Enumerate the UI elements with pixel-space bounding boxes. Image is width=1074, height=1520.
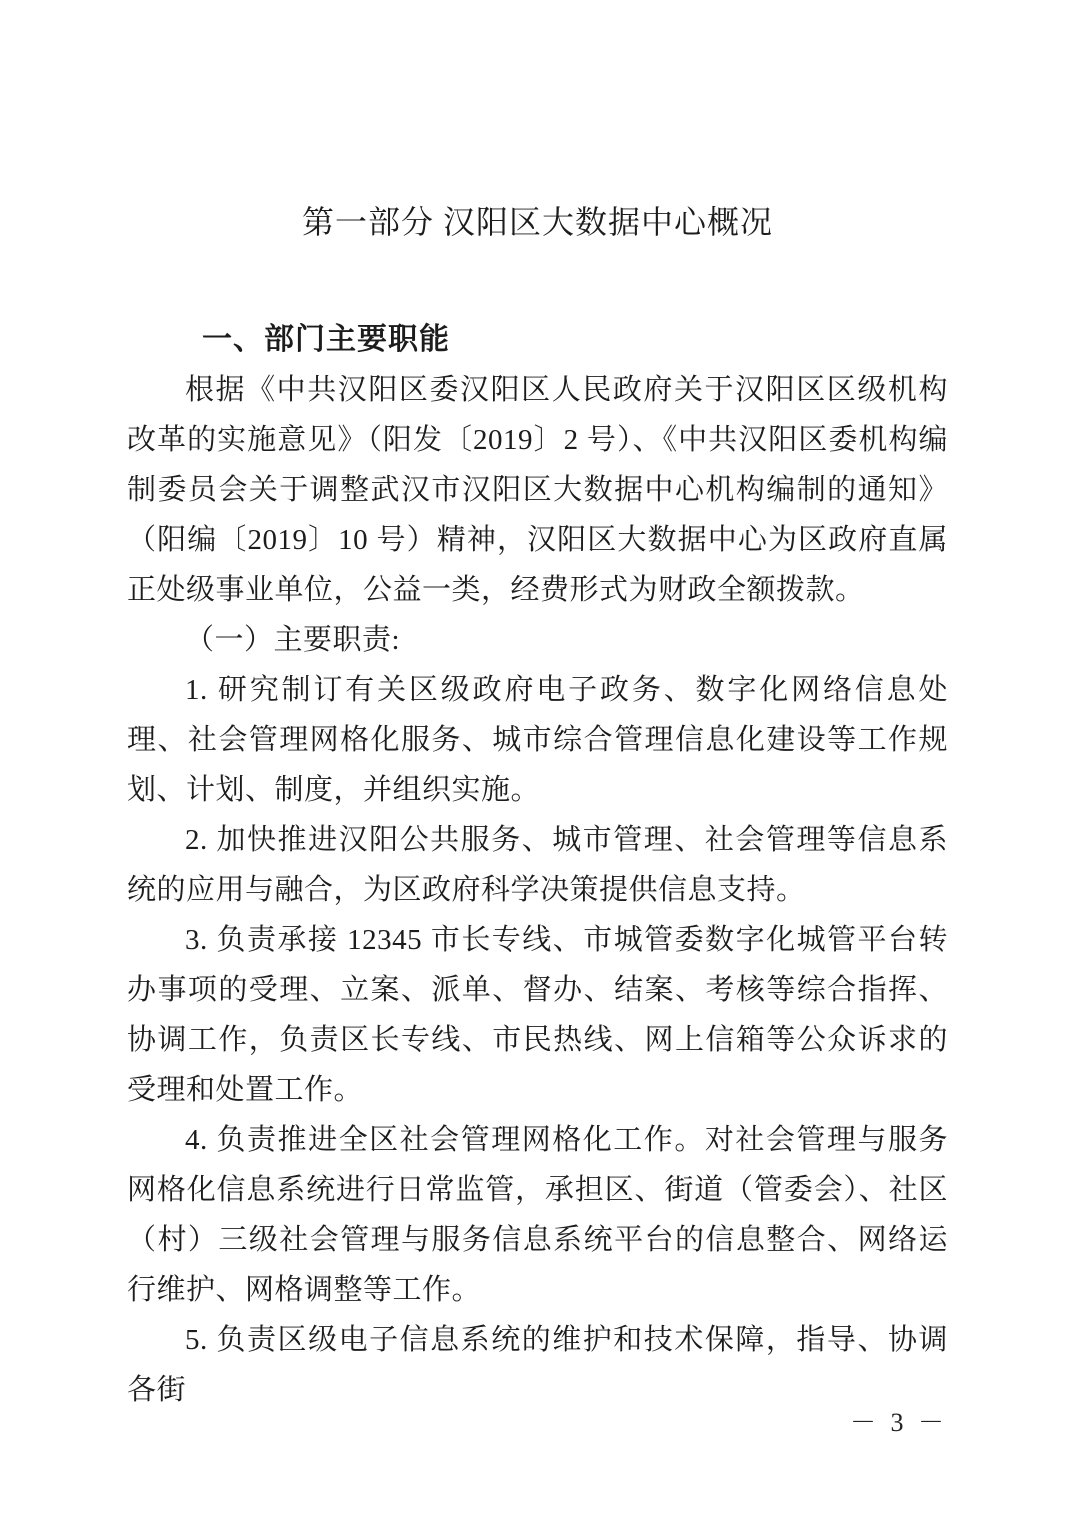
paragraph: 根据《中共汉阳区委汉阳区人民政府关于汉阳区区级机构改革的实施意见》（阳发〔2019〕2 号）、《中共汉阳区委机构编制委员会关于调整武汉市汉阳区大数据中心机构编制的通知》（阳编〔2019〕10 号）精神，汉阳区大数据中心为区政府直属正处级事业单位，公益一类，经费形式为财政全额拨款。 <box>127 374 948 606</box>
document-title: 第一部分 汉阳区大数据中心概况 <box>301 204 773 240</box>
page-number: － 3 － <box>849 1408 948 1437</box>
paragraph: 2. 加快推进汉阳公共服务、城市管理、社会管理等信息系统的应用与融合，为区政府科学决策提供信息支持。 <box>127 824 948 906</box>
paragraph: 1. 研究制订有关区级政府电子政务、数字化网络信息处理、社会管理网格化服务、城市综合管理信息化建设等工作规划、计划、制度，并组织实施。 <box>127 674 948 806</box>
paragraph: 5. 负责区级电子信息系统的维护和技术保障，指导、协调各街 <box>127 1324 948 1406</box>
section-heading: 一、部门主要职能 <box>202 323 450 356</box>
body-paragraphs <box>127 365 948 1415</box>
paragraph: 4. 负责推进全区社会管理网格化工作。对社会管理与服务网格化信息系统进行日常监管，承担区、街道（管委会）、社区（村）三级社会管理与服务信息系统平台的信息整合、网络运行维护、网格调整等工作。 <box>127 1124 948 1306</box>
paragraph: 3. 负责承接 12345 市长专线、市城管委数字化城管平台转办事项的受理、立案、派单、督办、结案、考核等综合指挥、协调工作，负责区长专线、市民热线、网上信箱等公众诉求的受理和处置工作。 <box>127 924 948 1106</box>
paragraph: （一）主要职责: <box>185 624 401 656</box>
document-text-block <box>127 0 948 1415</box>
